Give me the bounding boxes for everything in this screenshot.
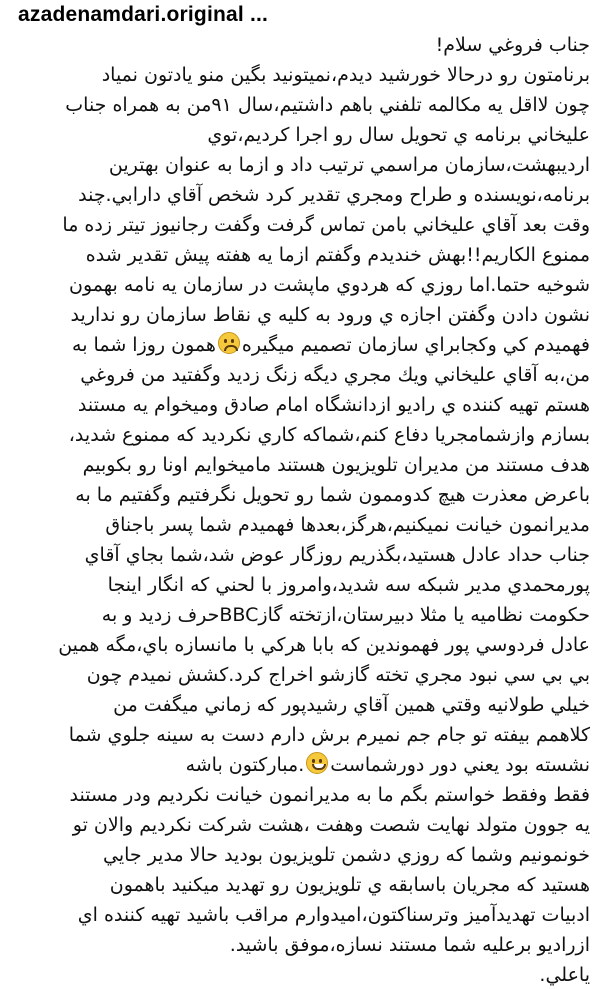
text-line: هستيد كه مجريان باسابقه ي تلويزيون رو تهديد ميكنيد باهمون — [109, 874, 590, 896]
text-segment: همون روزا شما به — [72, 334, 216, 356]
text-line: ادبيات تهديدآميز وترسناكتون،اميدوارم مراقب باشيد تهيه كننده اي — [77, 904, 590, 926]
text-line: نشون دادن وگفتن اجازه ي ورود به كليه ي نقاط سازمان رو نداريد — [70, 304, 590, 326]
text-line: چون لااقل يه مكالمه تلفني باهم داشتيم،سال ٩١من به همراه جناب — [65, 94, 590, 116]
text-line: جناب حداد عادل هستيد،بگذريم روزگار عوض شد،شما بجاي آقاي — [84, 544, 590, 566]
text-line: پورمحمدي مدير شبكه سه شديد،وامروز با لحني كه انگار اينجا — [107, 574, 590, 596]
text-line: من،به آقاي عليخاني ويك مجري ديگه زنگ زديد وگفتيد من فروغي — [80, 364, 590, 386]
text-line: وقت بعد آقاي عليخاني بامن تماس گرفت وگفت رجانيوز تيتر زده ما — [62, 214, 590, 236]
text-line: ممنوع الكاريم!!بهش خنديدم وگفتم ازما يه هفته پيش تقدير شده — [85, 244, 590, 266]
text-line: باعرض معذرت هيچ كدوممون شما رو تحويل نگرفتيم وگفتيم ما به — [75, 484, 590, 506]
text-line: كلاهمم بيفته تو جام جم نميرم برش دارم دست به سينه جلوي شما — [68, 724, 590, 746]
text-line: جناب فروغي سلام! — [435, 34, 590, 56]
upside-down-face-emoji-icon — [218, 332, 240, 354]
text-line: حكومت نظاميه يا مثلا دبيرستان،ازتخته گازBBCحرف زديد و به — [101, 604, 590, 626]
text-line: ارديبهشت،سازمان مراسمي ترتيب داد و ازما به عنوان بهترين — [108, 154, 590, 176]
grinning-face-emoji-icon — [306, 752, 328, 774]
post-header — [0, 0, 600, 34]
text-line: بسازم وازشمامجريا دفاع كنم،شماكه كاري نكرديد كه ممنوع شديد، — [68, 424, 590, 446]
text-line — [12, 750, 590, 780]
text-segment: نشسته بود يعني دور دورشماست — [330, 754, 590, 776]
text-line: عليخاني برنامه ي تحويل سال رو اجرا كرديم،توي — [207, 124, 590, 146]
text-line: برنامتون رو درحالا خورشيد ديدم،نميتونيد بگين منو يادتون نمياد — [101, 64, 590, 86]
text-line: عادل فردوسي پور فهموندين كه بابا هركي با مانسازه باي،مگه همين — [58, 634, 590, 656]
text-line — [12, 330, 590, 360]
text-line: خونمونيم وشما كه روزي دشمن تلويزيون بوديد حالا مدير جايي — [103, 844, 590, 866]
text-line: ياعلي. — [539, 964, 590, 986]
text-segment: فهميدم كي وكجابراي سازمان تصميم ميگيره — [241, 334, 590, 356]
text-line: هستم تهيه كننده ي راديو ازدانشگاه امام صادق وميخوام يه مستند — [77, 394, 590, 416]
text-segment: .مباركتون باشه — [185, 754, 305, 776]
text-line: مديرانمون خيانت نميكنيم،هرگز،بعدها فهميدم شما پسر باجناق — [105, 514, 590, 536]
username[interactable]: azadenamdari.original ... — [18, 3, 269, 26]
text-line: شوخيه حتما.اما روزي كه هردوي ماپشت در سازمان يه نامه بهمون — [69, 274, 590, 296]
post-text — [12, 30, 590, 990]
text-line: بي بي سي نبود مجري تخته گازشو اخراج كرد.كشش نميدم چون — [86, 664, 590, 686]
text-line: هدف مستند من مديران تلويزيون هستند ماميخوايم اونا رو بكوبيم — [82, 454, 590, 476]
text-line: خيلي طولانيه وقتي همين آقاي رشيدپور كه زماني ميگفت من — [113, 694, 590, 716]
text-line: ازراديو برعليه شما مستند نسازه،موفق باشيد. — [229, 934, 590, 956]
text-line: فقط وفقط خواستم بگم ما به مديرانمون خيانت نكرديم ودر مستند — [69, 784, 590, 806]
text-line: برنامه،نويسنده و طراح ومجري تقدير كرد شخص آقاي دارابي.چند — [78, 184, 590, 206]
text-line: يه جوون متولد نهايت شصت وهفت ،هشت شركت نكرديم والان تو — [72, 814, 590, 836]
